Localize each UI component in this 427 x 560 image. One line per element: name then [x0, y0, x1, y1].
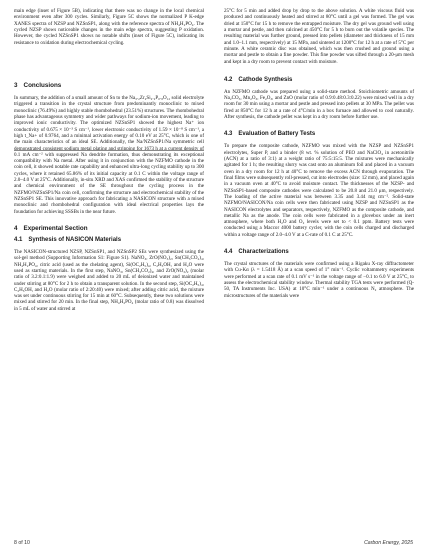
subsection-number: 4.2 [224, 76, 233, 83]
section-number: 4 [14, 224, 18, 232]
subsection-title: Synthesis of NASICON Materials [28, 236, 122, 243]
subsection-title: Characterizations [238, 249, 289, 256]
conclusions-paragraph: In summary, the addition of a small amount of Sn to the Na₃.₂Zr₂Si₂.₂P₀.₈O₁₂ solid electrolyte triggered a transition in the crystal structure from predominantly monoclinic to mixed monoclinic (76.49%) and highly stable rhombohedral (23.51%) structures. The rhombohedral phase has advantageous symmetry and wider pathways for sodium-ion movement, leading to improved ionic conductivity. The optimized NZSnSP1 showed the highest Na⁺ ion conductivity of 0.675 × 10⁻³ S cm⁻¹, lower electronic conductivity of 1.59 × 10⁻⁸ S cm⁻¹, a high t_Na+ of 0.9764, and a minimal activation energy of 0.10 eV at 25°C, which is one of the main characteristics of an ideal SE. Additionally, the Na/NZSnSP1/Na symmetric cell demonstrated consistent sodium metal plating and stripping for 1673 h at a current density of 0.1 mA cm⁻² with suppressed Na dendrite formation, thus demonstrating its exceptional compatibility with Na metal. After using it in conjunction with the NZFMO cathode in the coin cell, it showed notable rate capability and enhanced ultra-long cycling stability up to 300 cycles, where it retained 65.86% of its initial capacity at 0.1 C within the voltage range of 2.0–4.0 V at 25°C. Additionally, in-situ XRD and XAS confirmed the stability of the structure and chemical environment of the SE throughout the cycling process in the NZFMO/NZSnSP1/Na coin cell, confirming the structure and electrochemical stability of the NZSnSP1 SE. This innovative approach for fabricating a NASICON structure with a mixed monoclinic and rhombohedral configuration with ideal electrical properties lays the foundation for achieving SSSBs in the near future. [14, 95, 204, 215]
section-title: Experimental Section [23, 224, 88, 232]
journal-name: Carbon Energy, 2025 [364, 540, 413, 546]
subsection-title: Evaluation of Battery Tests [238, 131, 316, 138]
characterization-paragraph: The crystal structures of the materials were confirmed using a Rigaku X-ray diffractometer with Cu-Kα (λ = 1.5418 Å) at a scan speed of 1° min⁻¹. Cyclic voltammetry experiments were performed at a scan rate of 0.1 mV s⁻¹ in the voltage range of −0.1 to 6.0 V at 25°C, to assess the electrochemical stability window. Thermal stability TGA tests were performed (Q-50, TA Instruments Inc. USA) at 10°C min⁻¹ under a continuous N₂ atmosphere. The microstructures of the materials were [224, 261, 414, 299]
synthesis-paragraph: The NASICON-structured NZSP, NZSnSP1, and NZSnSP2 SEs were synthesized using the sol-gel method (Supporting Information S1: Figure S1). NaNO₃, ZrO(NO₃)₂, Sn(CH₃CO₂)₄, NH₄H₂PO₄, citric acid (used as the chelating agent), Si(OC₂H₅)₄, C₂H₅OH, and H₂O were used as starting materials. In the first step, NaNO₃, Sn(CH₃CO₂)₄, and ZrO(NO₃)₂ (molar ratio of 3.2:0.1:1.9) were weighed and added to 20 mL of deionized water and maintained under stirring at 80°C for 2 h to obtain a transparent solution. In the second step, Si(OC₂H₅)₄, C₂H₅OH, and H₂O (molar ratio of 2:20:40) were mixed; after adding citric acid, the mixture was set under continuous stirring for 15 min at 60°C. Subsequently, these two solutions were mixed and stirred for 20 min. In the final step, NH₄H₂PO₄ (molar ratio of 0.8) was dissolved in 5 mL of water and stirred at [14, 248, 204, 312]
section-4-heading [14, 225, 204, 232]
page-number: 8 of 10 [14, 540, 30, 546]
subsection-number: 4.1 [14, 236, 23, 243]
intro-paragraph: main edge (inset of Figure 5B), indicating that there was no change in the local chemical environment even after 300 cycles. Similarly, Figure 5C shows the normalized P K-edge XANES spectra of NZSP and NZSnSP1, along with the reference spectra of NH₄H₂PO₄. The cycled NZSP shows noticeable changes in the main edge spectra, suggesting P oxidation. However, the cycled NZSnSP1 shows no notable shifts (inset of Figure 5C), indicating its resistance to oxidation during electrochemical cycling. [14, 8, 204, 46]
section-3-heading [14, 82, 204, 89]
cathode-paragraph: An NZFMO cathode was prepared using a solid-state method. Stoichiometric amounts of Na₂CO₃, Mn₂O₃, Fe₂O₃, and ZnO (molar ratio of 0.9:0.48:0.3:0.22) were mixed well in a dry room for 30 min using a mortar and pestle and pressed into pellets at 30 MPa. The pellet was fired at 850°C for 12 h at a rate of 4°C/min in a box furnace and allowed to cool naturally. After synthesis, the cathode pellet was kept in a dry room before further use. [224, 88, 414, 121]
section-number: 3 [14, 82, 18, 89]
section-title: Conclusions [23, 82, 62, 89]
section-divider [14, 150, 204, 151]
subsection-number: 4.4 [224, 249, 233, 256]
subsection-title: Cathode Synthesis [238, 76, 293, 83]
synthesis-continued-paragraph: 25°C for 5 min and added drop by drop to the above solution. A white viscous fluid was produced and continuously heated and stirred at 80°C until a gel was formed. The gel was dried at 150°C for 15 h to remove the entrapped moisture. The dry gel was ground well using a mortar and pestle, and then calcined at 450°C for 5 h to burn out the volatile species. The resulting material was further ground, pressed into pellets (diameter and thickness of 15 mm and 1.0–1.1 mm, respectively) at 15 MPa, and sintered at 1200°C for 12 h at a rate of 5°C per minute. A white ceramic disc was obtained, which was then crushed and ground using a mortar and pestle to obtain a fine powder. This fine powder was sifted through a 20-μm mesh and kept in a dry room to prevent contact with moisture. [224, 8, 414, 65]
battery-paragraph: To prepare the composite cathode, NZFMO was mixed with the NZSP and NZSnSP1 electrolytes, Super P, and a binder (8 wt. % solution of PEO and NaClO₄ in acetonitrile (ACN) at a ratio of 3:1) at a weight ratio of 75:5:15:5. The mixtures were mechanically agitated for 1 h; the resulting slurry was cast onto an aluminum foil and placed in a vacuum oven in a dry room for 12 h at 40°C to remove the excess ACN through evaporation. The final films were subsequently roll-pressed, cut into electrodes (size: 12 mm), and placed again in a vacuum oven at 40°C to avoid moisture contact. The thicknesses of the NZSP- and NZSnSP1-based composite cathodes were calculated to be 20.8 and 21.0 μm, respectively. The loading of the active material was between 3.35 and 3.44 mg cm⁻². Solid-state NZFMO/NASICON/Na coin cells were then fabricated using NZSP and NZSnSP1 as the NASICON electrolytes and separators, respectively, NZFMO as the composite cathode, and metallic Na as the anode. The coin cells were fabricated in a glovebox under an inert atmosphere, where both H₂O and O₂ levels were set to < 0.1 ppm. Battery tests were conducted using a Maccor 4000 battery cycler, with the coin cells charged and discharged within a voltage range of 2.0–4.0 V at a C-rate of 0.1 C at 25°C. [224, 143, 414, 238]
left-column [14, 8, 204, 312]
subsection-number: 4.3 [224, 131, 233, 138]
right-column [224, 8, 414, 299]
